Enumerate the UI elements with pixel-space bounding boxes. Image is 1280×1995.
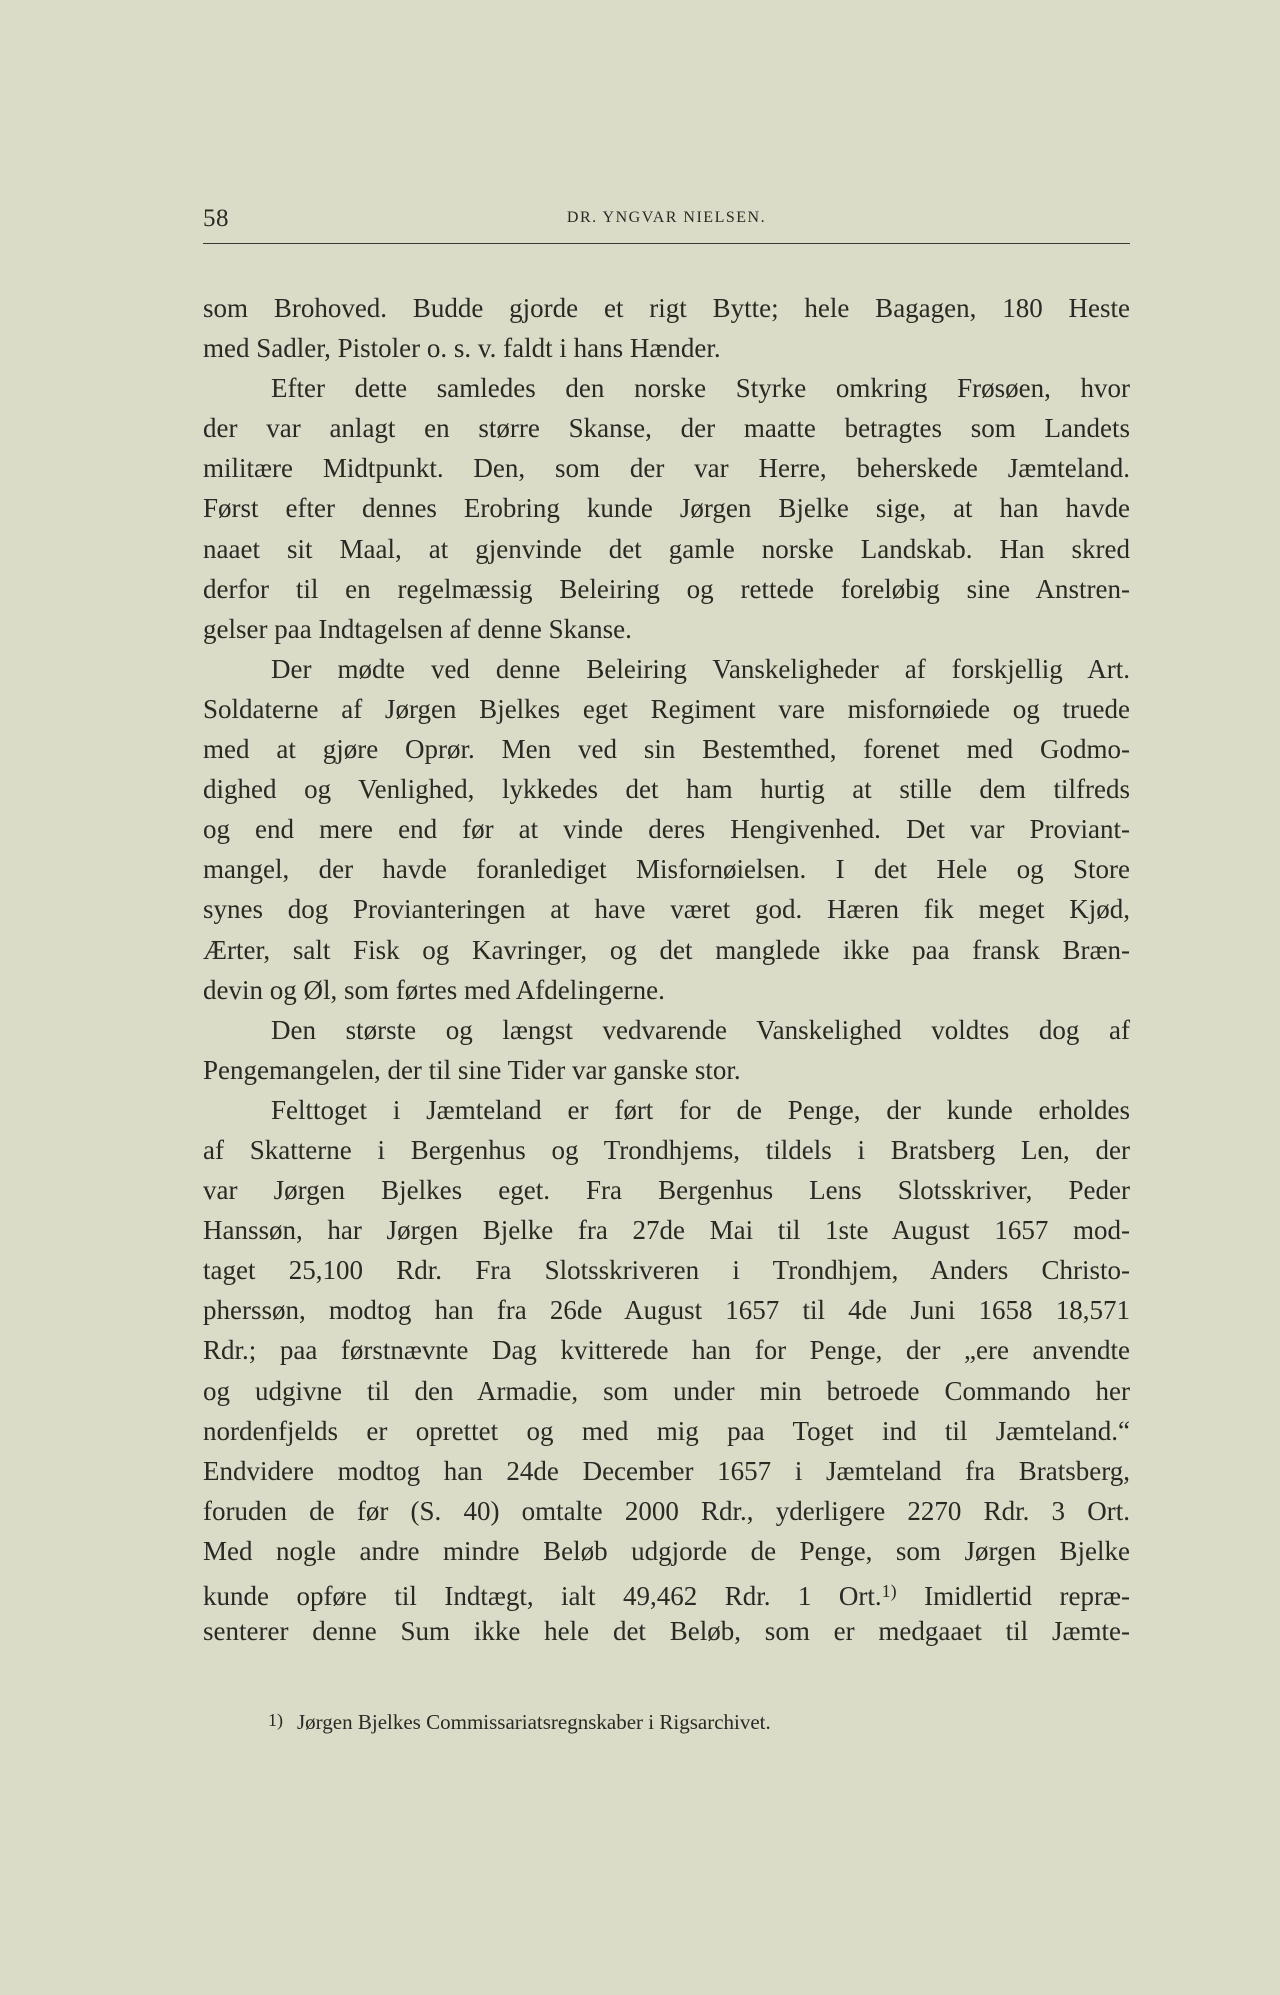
footnote [268, 1704, 1068, 1738]
text-line: Den største og længst vedvarende Vanskelighed voldtes dog af [271, 1014, 1130, 1045]
text-line: dighed og Venlighed, lykkedes det ham hurtig at stille dem tilfreds [203, 774, 1130, 805]
running-head-author: DR. YNGVAR NIELSEN. [566, 209, 767, 226]
text-line: devin og Øl, som førtes med Afdelingerne. [203, 974, 665, 1005]
text-line: Der mødte ved denne Beleiring Vanskeligheder af forskjellig Art. [271, 653, 1130, 684]
text-line: derfor til en regelmæssig Beleiring og rettede foreløbig sine Anstren- [203, 573, 1130, 604]
text-line: var Jørgen Bjelkes eget. Fra Bergenhus Lens Slotsskriver, Peder [203, 1175, 1130, 1206]
footnote-reference: 1) [881, 1581, 897, 1601]
text-line: naaet sit Maal, at gjenvinde det gamle norske Landskab. Han skred [203, 533, 1130, 564]
text-line-with-footnote [203, 1571, 1130, 1611]
text-line: med Sadler, Pistoler o. s. v. faldt i hans Hænder. [203, 333, 721, 364]
text-line: Med nogle andre mindre Beløb udgjorde de Penge, som Jørgen Bjelke [203, 1535, 1130, 1566]
page-number: 58 [203, 205, 229, 232]
footnote-text: Jørgen Bjelkes Commissariatsregnskaber i Rigsarchivet. [297, 1710, 771, 1734]
text-line: foruden de før (S. 40) omtalte 2000 Rdr., yderligere 2270 Rdr. 3 Ort. [203, 1495, 1130, 1526]
text-line: Rdr.; paa førstnævnte Dag kvitterede han for Penge, der „ere anvendte [203, 1335, 1130, 1366]
body-text [203, 288, 1130, 1651]
text-line: med at gjøre Oprør. Men ved sin Bestemthed, forenet med Godmo- [203, 734, 1130, 765]
text-line: Først efter dennes Erobring kunde Jørgen Bjelke sige, at han havde [203, 493, 1130, 524]
text-line: synes dog Provianteringen at have været god. Hæren fik meget Kjød, [203, 894, 1130, 925]
text-line: Efter dette samledes den norske Styrke omkring Frøsøen, hvor [271, 373, 1130, 404]
text-line: pherssøn, modtog han fra 26de August 1657 til 4de Juni 1658 18,571 [203, 1295, 1130, 1326]
text-line: Felttoget i Jæmteland er ført for de Penge, der kunde erholdes [271, 1094, 1130, 1125]
text-line: gelser paa Indtagelsen af denne Skanse. [203, 613, 632, 644]
running-head [203, 203, 1130, 244]
text-line-end: Imidlertid repræ- [896, 1581, 1130, 1611]
text-line: Soldaterne af Jørgen Bjelkes eget Regiment vare misfornøiede og truede [203, 693, 1130, 724]
text-line: Hanssøn, har Jørgen Bjelke fra 27de Mai til 1ste August 1657 mod- [203, 1215, 1130, 1246]
text-line-start: kunde opføre til Indtægt, ialt 49,462 Rdr. 1 Ort. [203, 1581, 882, 1611]
text-line: og udgivne til den Armadie, som under min betroede Commando her [203, 1375, 1130, 1406]
text-line: og end mere end før at vinde deres Hengivenhed. Det var Proviant- [203, 814, 1130, 845]
text-line: Endvidere modtog han 24de December 1657 i Jæmteland fra Bratsberg, [203, 1455, 1130, 1486]
text-line: Pengemangelen, der til sine Tider var ganske stor. [203, 1054, 741, 1085]
text-line: senterer denne Sum ikke hele det Beløb, som er medgaaet til Jæmte- [203, 1616, 1130, 1647]
text-line: Ærter, salt Fisk og Kavringer, og det manglede ikke paa fransk Bræn- [203, 934, 1130, 965]
text-line: nordenfjelds er oprettet og med mig paa Toget ind til Jæmteland.“ [203, 1415, 1130, 1446]
text-line: militære Midtpunkt. Den, som der var Herre, beherskede Jæmteland. [203, 453, 1130, 484]
text-line: taget 25,100 Rdr. Fra Slotsskriveren i Trondhjem, Anders Christo- [203, 1255, 1130, 1286]
text-line: som Brohoved. Budde gjorde et rigt Bytte; hele Bagagen, 180 Heste [203, 293, 1130, 323]
text-line: der var anlagt en større Skanse, der maatte betragtes som Landets [203, 413, 1130, 444]
text-line: af Skatterne i Bergenhus og Trondhjems, tildels i Bratsberg Len, der [203, 1134, 1130, 1165]
footnote-marker: 1) [268, 1710, 283, 1730]
text-line: mangel, der havde foranlediget Misfornøielsen. I det Hele og Store [203, 854, 1130, 885]
